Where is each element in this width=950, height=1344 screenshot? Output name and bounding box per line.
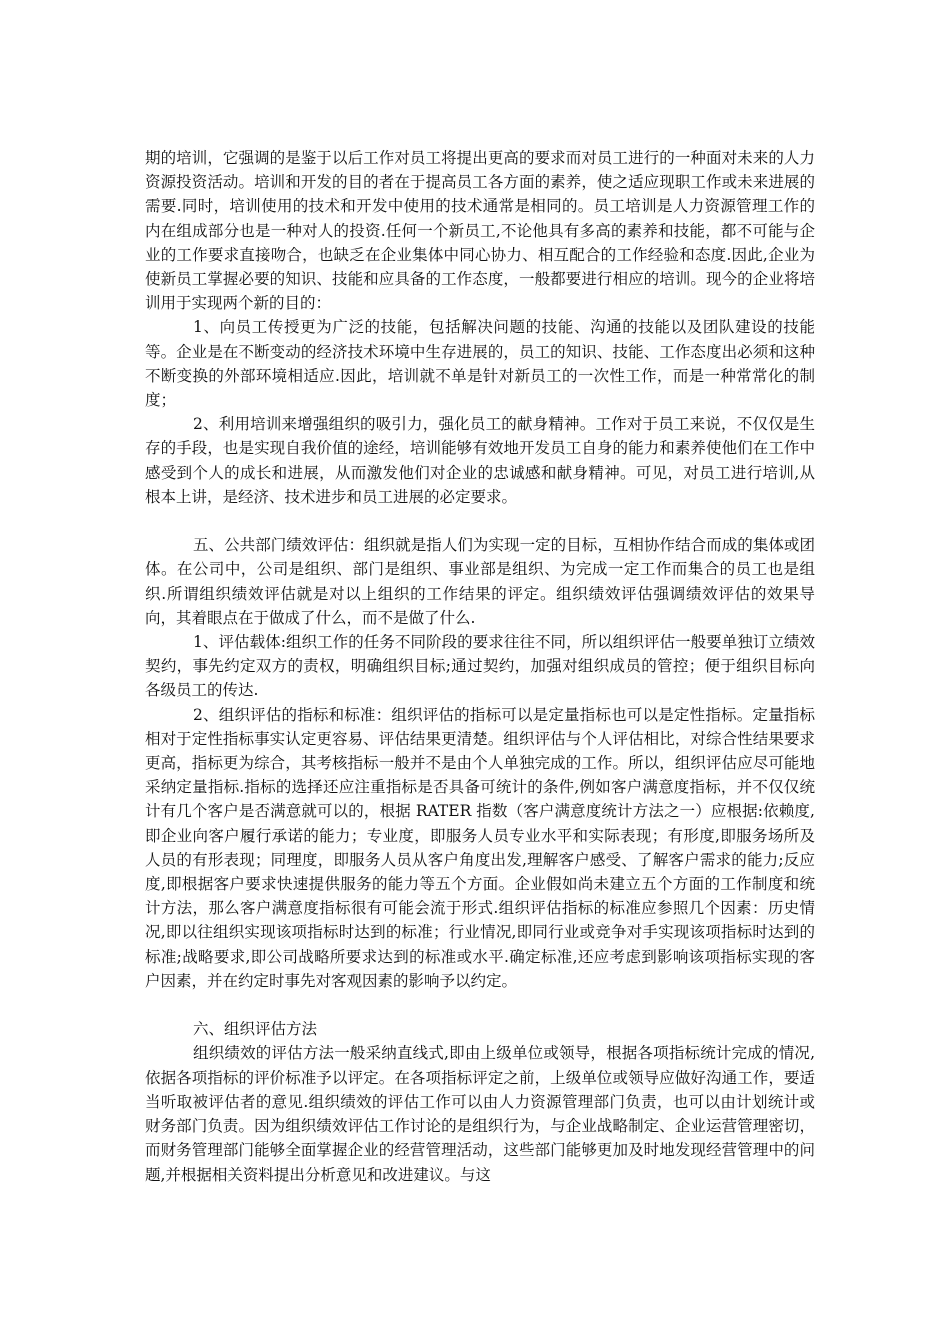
paragraph-training-intro: 期的培训，它强调的是鉴于以后工作对员工将提出更高的要求而对员工进行的一种面对未来的人力资源投资活动。培训和开发的目的者在于提高员工各方面的素养，使之适应现职工作或未来进展的需要.同时，培训使用的技术和开发中使用的技术通常是相同的。员工培训是人力资源管理工作的内在组成部分也是一种对人的投资.任何一个新员工,不论他具有多高的素养和技能，都不可能与企业的工作要求直接吻合，也缺乏在企业集体中同心协力、相互配合的工作经验和态度.因此,企业为使新员工掌握必要的知识、技能和应具备的工作态度，一般都要进行相应的培训。现今的企业将培训用于实现两个新的目的： (145, 149, 815, 313)
paragraph-spacer (145, 993, 815, 1017)
section-heading-evaluation-methods: 六、组织评估方法 (193, 1020, 318, 1039)
paragraph-evaluation-indicators: 2、组织评估的指标和标准：组织评估的指标可以是定量指标也可以是定性指标。定量指标相对于定性指标事实认定更容易、评估结果更清楚。组织评估与个人评估相比，对综合性结果要求更高，指标更为综合，其考核指标一般并不是由个人单独完成的工作。所以，组织评估应尽可能地采纳定量指标.指标的选择还应注重指标是否具备可统计的条件,例如客户满意度指标，并不仅仅统计有几个客户是否满意就可以的，根据 RATER 指数（客户满意度统计方法之一）应根据:依赖度,即企业向客户履行承诺的能力；专业度，即服务人员专业水平和实际表现；有形度,即服务场所及人员的有形表现；同理度，即服务人员从客户角度出发,理解客户感受、了解客户需求的能力;反应度,即根据客户要求快速提供服务的能力等五个方面。企业假如尚未建立五个方面的工作制度和统计方法，那么客户满意度指标很有可能会流于形式.组织评估指标的标准应参照几个因素：历史情况,即以往组织实现该项指标时达到的标准；行业情况,即同行业或竞争对手实现该项指标时达到的标准;战略要求,即公司战略所要求达到的标准或水平.确定标准,还应考虑到影响该项指标实现的客户因素，并在约定时事先对客观因素的影响予以约定。 (145, 705, 815, 990)
document-body (145, 146, 815, 1187)
paragraph-training-goal-2: 2、利用培训来增强组织的吸引力，强化员工的献身精神。工作对于员工来说，不仅仅是生存的手段，也是实现自我价值的途经，培训能够有效地开发员工自身的能力和素养使他们在工作中感受到个人的成长和进展，从而激发他们对企业的忠诚感和献身精神。可见，对员工进行培训,从根本上讲，是经济、技术进步和员工进展的必定要求。 (145, 415, 815, 506)
paragraph-training-goal-1: 1、向员工传授更为广泛的技能，包括解决问题的技能、沟通的技能以及团队建设的技能等。企业是在不断变动的经济技术环境中生存进展的，员工的知识、技能、工作态度出必须和这种不断变换的外部环境相适应.因此，培训就不单是针对新员工的一次性工作，而是一种常常化的制度； (145, 318, 815, 410)
paragraph-evaluation-carrier: 1、评估载体:组织工作的任务不同阶段的要求往往不同，所以组织评估一般要单独订立绩效契约，事先约定双方的责权，明确组织目标;通过契约，加强对组织成员的管控；便于组织目标向各级员工的传达. (145, 633, 815, 700)
paragraph-spacer (145, 509, 815, 533)
paragraph-evaluation-methods: 组织绩效的评估方法一般采纳直线式,即由上级单位或领导，根据各项指标统计完成的情况,依据各项指标的评价标准予以评定。在各项指标评定之前，上级单位或领导应做好沟通工作，要适当听取被评估者的意见.组织绩效的评估工作可以由人力资源管理部门负责，也可以由计划统计或财务部门负责。因为组织绩效评估工作讨论的是组织行为，与企业战略制定、企业运营管理密切，而财务管理部门能够全面掌握企业的经营管理活动，这些部门能够更加及时地发现经营管理中的问题,并根据相关资料提出分析意见和改进建议。与这 (145, 1044, 815, 1184)
section-heading-public-performance: 五、公共部门绩效评估：组织就是指人们为实现一定的目标，互相协作结合而成的集体或团体。在公司中，公司是组织、部门是组织、事业部是组织、为完成一定工作而集合的员工也是组织.所谓组织绩效评估就是对以上组织的工作结果的评定。组织绩效评估强调绩效评估的效果导向，其着眼点在于做成了什么，而不是做了什么. (145, 536, 815, 627)
